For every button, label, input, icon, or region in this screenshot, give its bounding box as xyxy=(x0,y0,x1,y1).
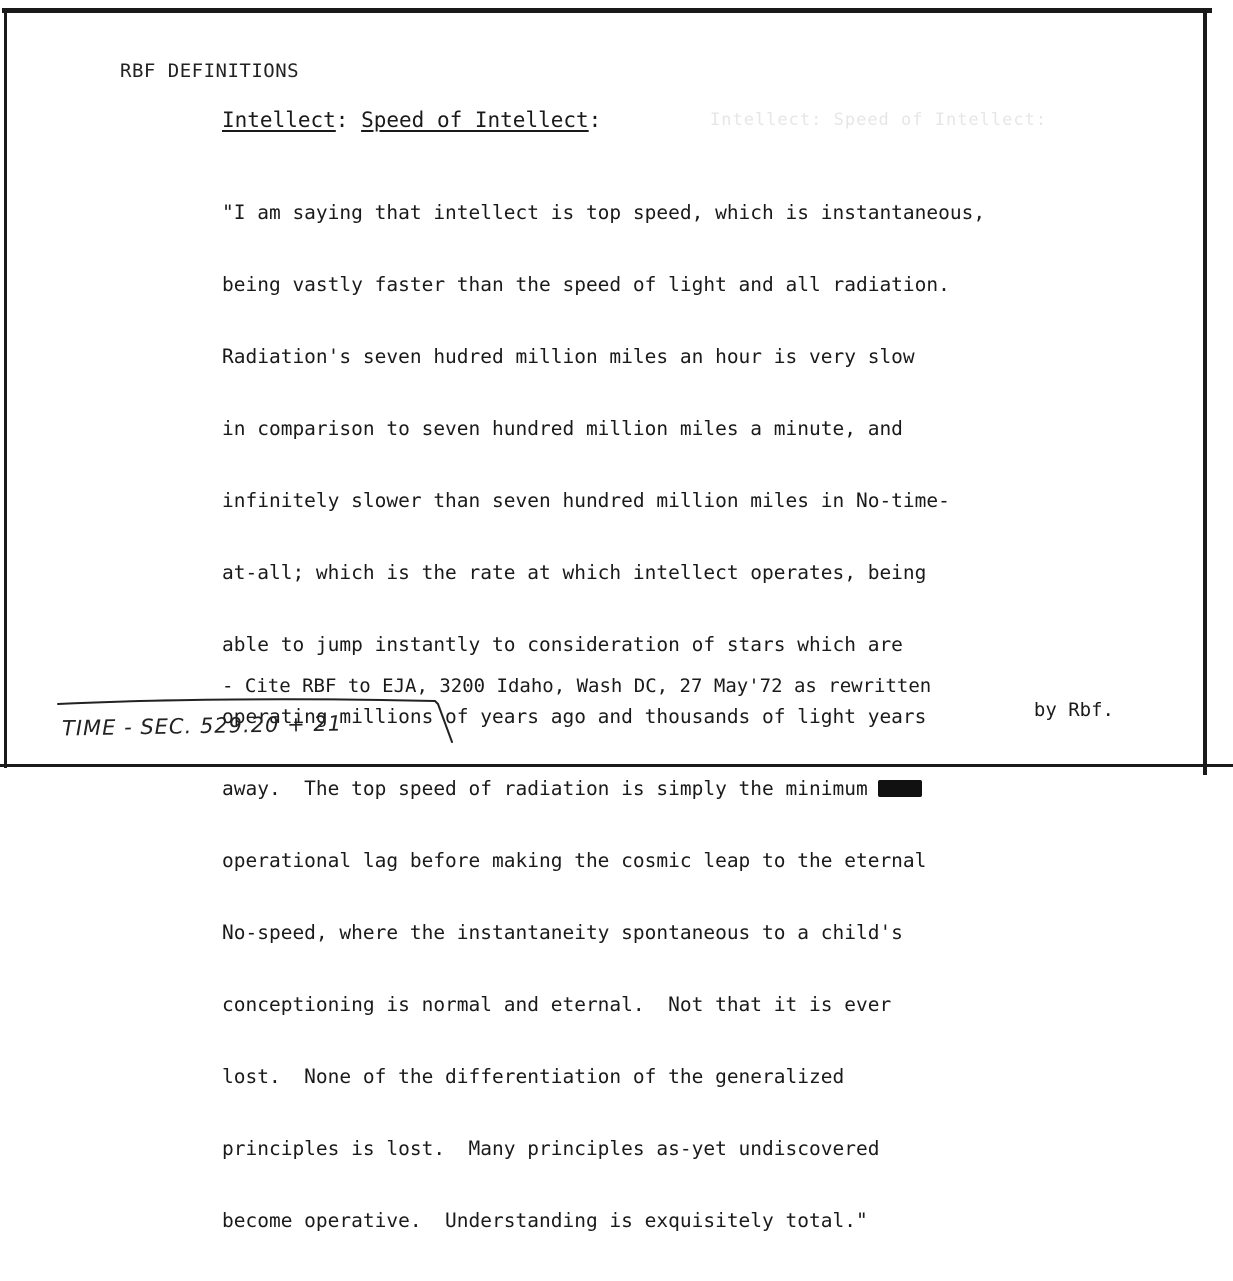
quote-line: away. The top speed of radiation is simply the minimum xyxy=(222,777,868,800)
subtopic-label: Speed of Intellect xyxy=(361,108,589,132)
quote-line: operational lag before making the cosmic leap to the eternal xyxy=(222,849,927,872)
quote-line: able to jump instantly to consideration of stars which are xyxy=(222,633,903,656)
quote-line: operating millions of years ago and thousands of light years xyxy=(222,705,927,728)
citation-line: - Cite RBF to EJA, 3200 Idaho, Wash DC, 27 May'72 as rewritten xyxy=(222,675,932,697)
definition-heading: Intellect: Speed of Intellect: xyxy=(222,108,602,132)
quote-line: lost. None of the differentiation of the generalized xyxy=(222,1065,845,1088)
quote-line: being vastly faster than the speed of light and all radiation. xyxy=(222,273,950,296)
citation-signature: by Rbf. xyxy=(1033,699,1114,721)
quote-line: "I am saying that intellect is top speed, which is instantaneous, xyxy=(222,201,986,224)
topic-label: Intellect xyxy=(222,108,336,132)
quote-line: infinitely slower than seven hundred million miles in No-time- xyxy=(222,489,950,512)
quote-line: Radiation's seven hudred million miles an hour is very slow xyxy=(222,345,915,368)
quote-line: principles is lost. Many principles as-yet undiscovered xyxy=(222,1137,880,1160)
quote-line-with-redaction xyxy=(222,777,985,801)
redaction-mark xyxy=(878,780,922,797)
card-border-left xyxy=(4,8,7,768)
quote-line: No-speed, where the instantaneity spontaneous to a child's xyxy=(222,921,903,944)
quote-line: at-all; which is the rate at which intellect operates, being xyxy=(222,561,927,584)
page-title: RBF DEFINITIONS xyxy=(120,60,300,82)
handwritten-note: TIME - SEC. 529.20 + 21 xyxy=(61,711,343,741)
quote-line: conceptioning is normal and eternal. Not that it is ever xyxy=(222,993,892,1016)
card-border-right xyxy=(1203,8,1207,775)
card-border-top xyxy=(2,8,1212,13)
bleed-through-text: Intellect: Speed of Intellect: xyxy=(710,110,1048,130)
quote-line: in comparison to seven hundred million miles a minute, and xyxy=(222,417,903,440)
quote-line: become operative. Understanding is exquisitely total." xyxy=(222,1209,868,1232)
